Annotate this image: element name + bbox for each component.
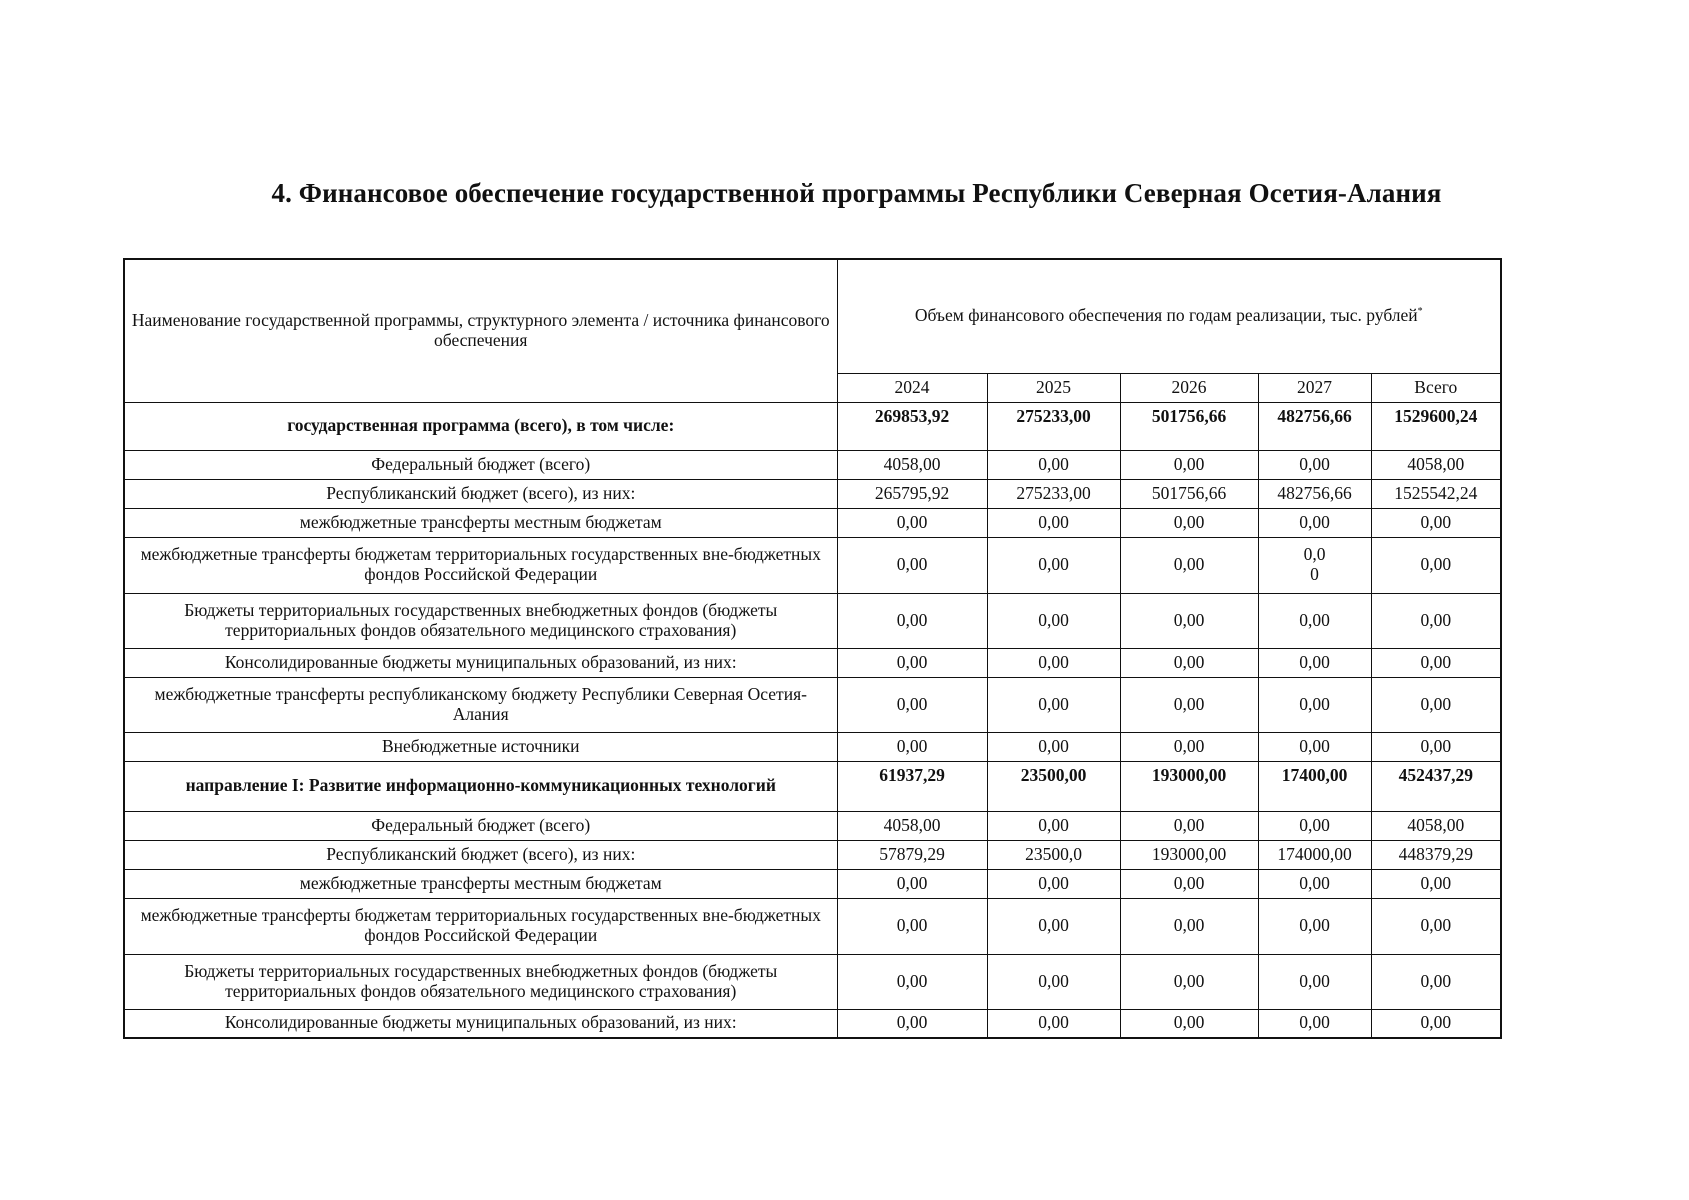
row-value-cell: 17400,00	[1258, 761, 1371, 811]
row-value-cell: 0,00	[1258, 648, 1371, 677]
row-value-cell: 0,00	[987, 648, 1120, 677]
row-total-cell: 0,00	[1371, 537, 1501, 593]
row-value-cell: 0,00	[1120, 593, 1258, 648]
row-value-cell: 4058,00	[837, 811, 987, 840]
row-total-cell: 1529600,24	[1371, 402, 1501, 450]
year-header: 2024	[837, 373, 987, 402]
row-value-cell: 0,00	[1120, 450, 1258, 479]
row-value-cell: 0,00	[1120, 954, 1258, 1009]
row-value-cell: 0,00	[1120, 648, 1258, 677]
row-name: Внебюджетные источники	[124, 732, 837, 761]
row-name: Федеральный бюджет (всего)	[124, 450, 837, 479]
row-total-cell: 0,00	[1371, 1009, 1501, 1038]
row-value-cell: 482756,66	[1258, 402, 1371, 450]
row-value-cell: 265795,92	[837, 479, 987, 508]
row-value-cell: 23500,0	[987, 840, 1120, 869]
row-value-cell: 4058,00	[837, 450, 987, 479]
row-name: межбюджетные трансферты местным бюджетам	[124, 508, 837, 537]
row-value-cell: 0,00	[1258, 677, 1371, 732]
table-row	[124, 479, 1501, 508]
row-name: направление I: Развитие информационно-коммуникационных технологий	[124, 761, 837, 811]
row-value-cell: 0,00	[1258, 1009, 1371, 1038]
row-value-cell: 0,00	[1258, 811, 1371, 840]
row-value-cell: 23500,00	[987, 761, 1120, 811]
table-row	[124, 869, 1501, 898]
row-value-cell: 0,00	[837, 898, 987, 954]
row-total-cell: 0,00	[1371, 677, 1501, 732]
table-row	[124, 732, 1501, 761]
row-total-cell: 0,00	[1371, 869, 1501, 898]
row-name: Консолидированные бюджеты муниципальных образований, из них:	[124, 1009, 837, 1038]
row-value-cell: 0,00	[837, 954, 987, 1009]
row-value-cell: 0,00	[837, 593, 987, 648]
row-value-cell: 0,00	[987, 593, 1120, 648]
header-volume-text: Объем финансового обеспечения по годам реализации, тыс. рублей	[914, 305, 1418, 326]
row-value-cell: 0,00	[987, 811, 1120, 840]
row-total-cell: 0,00	[1371, 898, 1501, 954]
row-total-cell: 0,00	[1371, 732, 1501, 761]
row-name: Федеральный бюджет (всего)	[124, 811, 837, 840]
row-value-cell: 0,00	[1120, 537, 1258, 593]
row-value-cell: 269853,92	[837, 402, 987, 450]
row-value-cell: 0,00	[1258, 593, 1371, 648]
row-name: межбюджетные трансферты республиканскому бюджету Республики Северная Осетия-Алания	[124, 677, 837, 732]
row-value-cell: 0,00	[1120, 677, 1258, 732]
row-name: межбюджетные трансферты местным бюджетам	[124, 869, 837, 898]
row-total-cell: 0,00	[1371, 508, 1501, 537]
row-value-cell: 193000,00	[1120, 761, 1258, 811]
row-total-cell: 4058,00	[1371, 811, 1501, 840]
table-row	[124, 954, 1501, 1009]
row-value-cell: 482756,66	[1258, 479, 1371, 508]
row-value-cell: 0,00	[1120, 1009, 1258, 1038]
row-value-cell: 0,00	[837, 648, 987, 677]
table-row	[124, 648, 1501, 677]
table-row	[124, 508, 1501, 537]
total-header: Всего	[1371, 373, 1501, 402]
table-row	[124, 811, 1501, 840]
row-value-cell: 0,00	[837, 1009, 987, 1038]
header-volume-cell	[837, 259, 1501, 373]
table-row	[124, 898, 1501, 954]
row-value-cell: 275233,00	[987, 402, 1120, 450]
row-total-cell: 1525542,24	[1371, 479, 1501, 508]
row-value-cell: 0,00	[1258, 508, 1371, 537]
row-value-cell: 57879,29	[837, 840, 987, 869]
row-name: Бюджеты территориальных государственных внебюджетных фондов (бюджеты территориальных фондов обязательного медицинского страхования)	[124, 593, 837, 648]
row-value-cell: 0,00	[987, 898, 1120, 954]
row-value-cell: 0,00	[1258, 869, 1371, 898]
row-value-cell: 0,00	[987, 537, 1120, 593]
row-name: государственная программа (всего), в том числе:	[124, 402, 837, 450]
table-row	[124, 840, 1501, 869]
row-value-cell: 0,00	[987, 954, 1120, 1009]
header-name-cell: Наименование государственной программы, структурного элемента / источника финансового обеспечения	[124, 259, 837, 402]
row-total-cell: 0,00	[1371, 593, 1501, 648]
table-row	[124, 1009, 1501, 1038]
row-value-cell: 0,00	[1120, 732, 1258, 761]
table-row	[124, 537, 1501, 593]
row-value-cell: 0,00	[1258, 450, 1371, 479]
row-value-cell: 0,00	[987, 1009, 1120, 1038]
row-value-cell: 275233,00	[987, 479, 1120, 508]
footnote-mark: *	[1417, 306, 1423, 318]
row-value-cell: 0,00	[837, 732, 987, 761]
row-value-cell: 0,00	[1258, 898, 1371, 954]
row-name: Бюджеты территориальных государственных внебюджетных фондов (бюджеты территориальных фондов обязательного медицинского страхования)	[124, 954, 837, 1009]
row-value-cell: 0,00	[987, 869, 1120, 898]
row-value-cell: 501756,66	[1120, 402, 1258, 450]
row-value-cell: 61937,29	[837, 761, 987, 811]
row-value-cell: 0,0 0	[1258, 537, 1371, 593]
row-value-cell: 0,00	[837, 869, 987, 898]
row-name: межбюджетные трансферты бюджетам территориальных государственных вне-бюджетных фондов Российской Федерации	[124, 537, 837, 593]
table-row	[124, 761, 1501, 811]
row-name: Республиканский бюджет (всего), из них:	[124, 479, 837, 508]
year-header: 2025	[987, 373, 1120, 402]
row-value-cell: 0,00	[837, 677, 987, 732]
row-value-cell: 0,00	[987, 450, 1120, 479]
row-value-cell: 193000,00	[1120, 840, 1258, 869]
financing-table	[123, 258, 1502, 1039]
row-name: Республиканский бюджет (всего), из них:	[124, 840, 837, 869]
year-header: 2027	[1258, 373, 1371, 402]
row-value-cell: 0,00	[1258, 954, 1371, 1009]
row-name: Консолидированные бюджеты муниципальных образований, из них:	[124, 648, 837, 677]
table-row	[124, 593, 1501, 648]
row-value-cell: 0,00	[987, 732, 1120, 761]
row-total-cell: 0,00	[1371, 648, 1501, 677]
row-value-cell: 0,00	[837, 508, 987, 537]
row-value-cell: 0,00	[987, 508, 1120, 537]
table-row	[124, 450, 1501, 479]
row-name: межбюджетные трансферты бюджетам территориальных государственных вне-бюджетных фондов Российской Федерации	[124, 898, 837, 954]
row-total-cell: 0,00	[1371, 954, 1501, 1009]
table-body	[124, 402, 1501, 1038]
year-header: 2026	[1120, 373, 1258, 402]
row-value-cell: 0,00	[1120, 898, 1258, 954]
row-total-cell: 448379,29	[1371, 840, 1501, 869]
row-value-cell: 0,00	[1258, 732, 1371, 761]
table-row	[124, 402, 1501, 450]
row-value-cell: 0,00	[1120, 869, 1258, 898]
page-title: 4. Финансовое обеспечение государственной программы Республики Северная Осетия-Алания	[271, 178, 1442, 208]
row-value-cell: 0,00	[1120, 508, 1258, 537]
row-value-cell: 0,00	[837, 537, 987, 593]
row-value-cell: 0,00	[987, 677, 1120, 732]
table-row	[124, 677, 1501, 732]
row-value-cell: 501756,66	[1120, 479, 1258, 508]
row-total-cell: 4058,00	[1371, 450, 1501, 479]
row-total-cell: 452437,29	[1371, 761, 1501, 811]
row-value-cell: 0,00	[1120, 811, 1258, 840]
row-value-cell: 174000,00	[1258, 840, 1371, 869]
